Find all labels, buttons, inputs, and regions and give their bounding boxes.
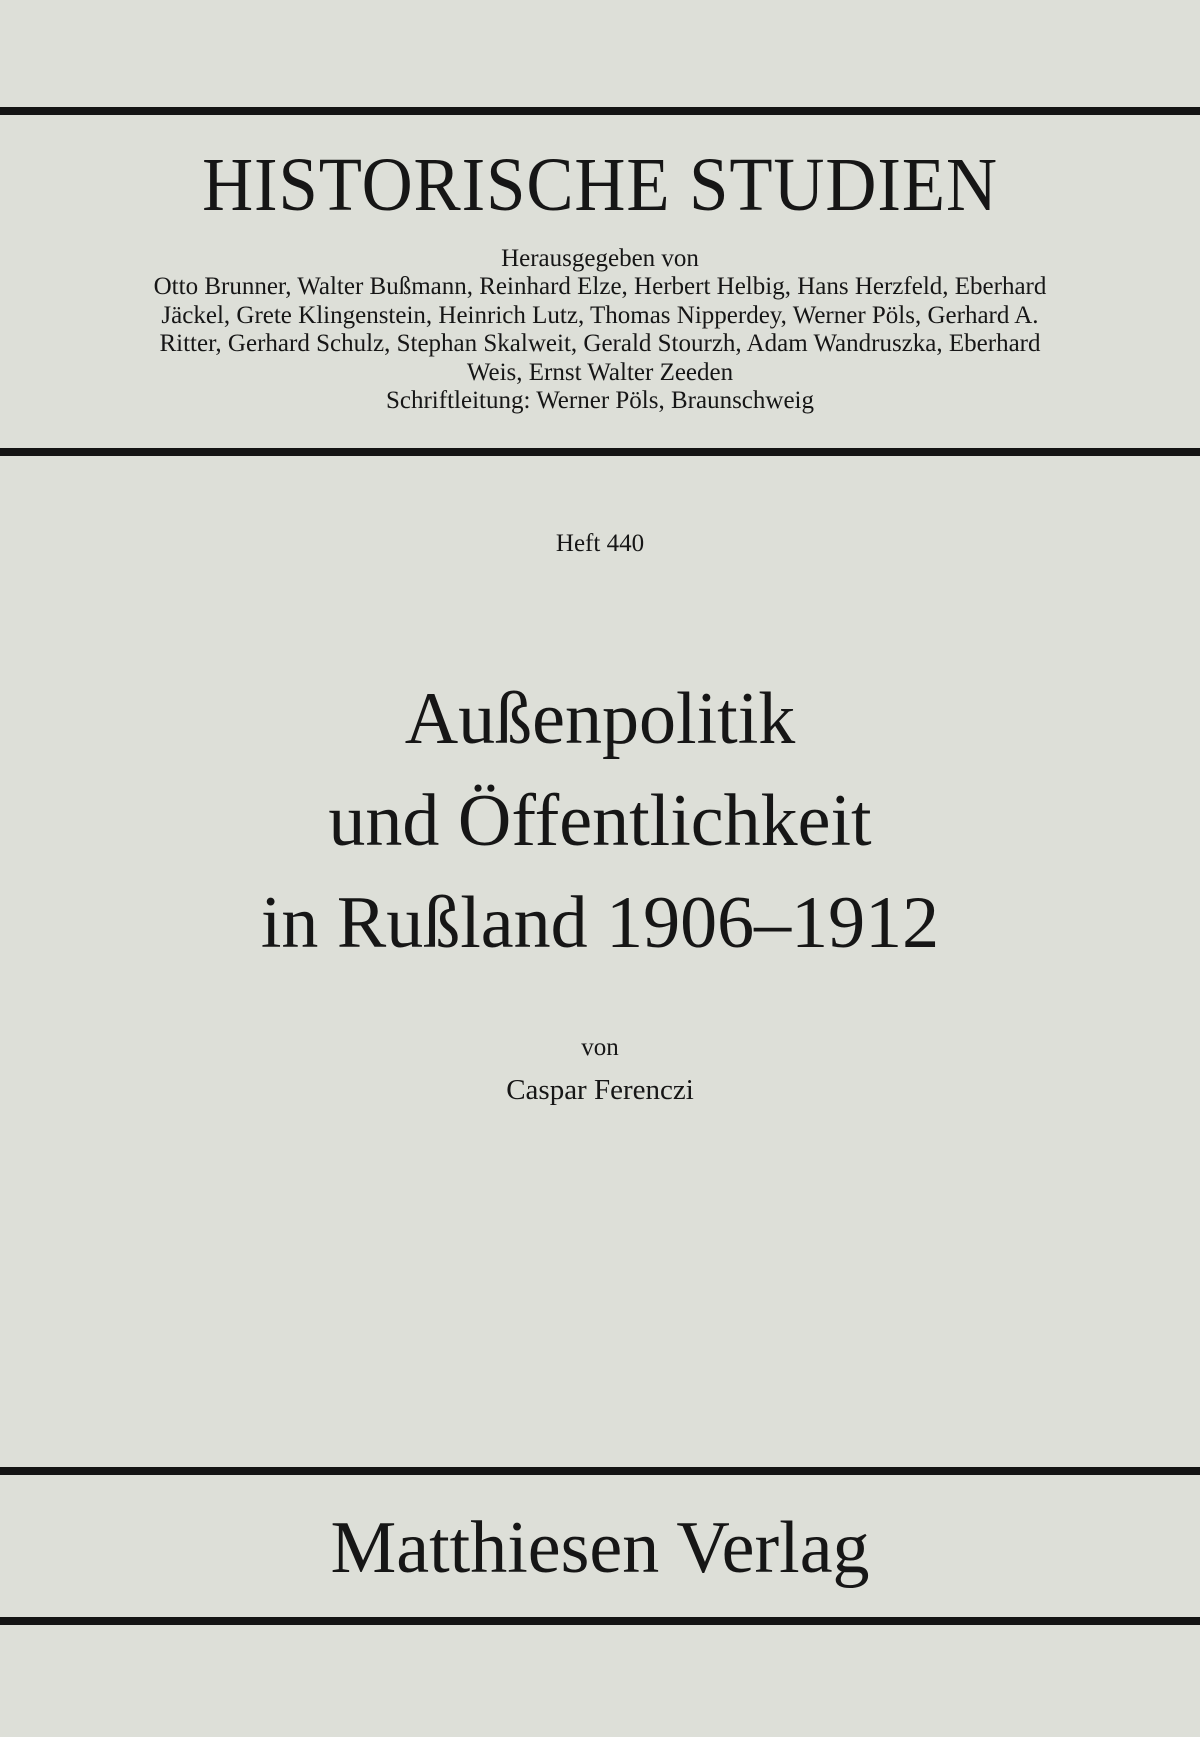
header-bottom-rule xyxy=(0,448,1200,456)
book-title xyxy=(0,668,1200,974)
author-name: Caspar Ferenczi xyxy=(506,1074,694,1106)
title-line: in Rußland 1906–1912 xyxy=(260,882,940,964)
editors-line: Weis, Ernst Walter Zeeden xyxy=(466,358,734,386)
publisher-name: Matthiesen Verlag xyxy=(330,1507,870,1589)
title-line: Außenpolitik xyxy=(404,678,796,760)
publisher-top-rule xyxy=(0,1467,1200,1475)
publisher-bottom-rule xyxy=(0,1617,1200,1625)
editors-line: Jäckel, Grete Klingenstein, Heinrich Lutz, Thomas Nipperdey, Werner Pöls, Gerhard A. xyxy=(161,301,1039,329)
by-label: von xyxy=(581,1034,619,1061)
editorial-note: Schriftleitung: Werner Pöls, Braunschweig xyxy=(385,387,814,415)
series-title: HISTORISCHE STUDIEN xyxy=(202,143,998,227)
volume-number: Heft 440 xyxy=(555,530,645,557)
top-rule xyxy=(0,107,1200,115)
editors-intro: Herausgegeben von xyxy=(501,245,699,272)
title-line: und Öffentlichkeit xyxy=(328,780,872,862)
editors-block xyxy=(0,245,1200,415)
editors-line: Ritter, Gerhard Schulz, Stephan Skalweit, Gerald Stourzh, Adam Wandruszka, Eberhard xyxy=(159,330,1041,358)
editors-line: Otto Brunner, Walter Bußmann, Reinhard Elze, Herbert Helbig, Hans Herzfeld, Eberhard xyxy=(153,273,1047,301)
